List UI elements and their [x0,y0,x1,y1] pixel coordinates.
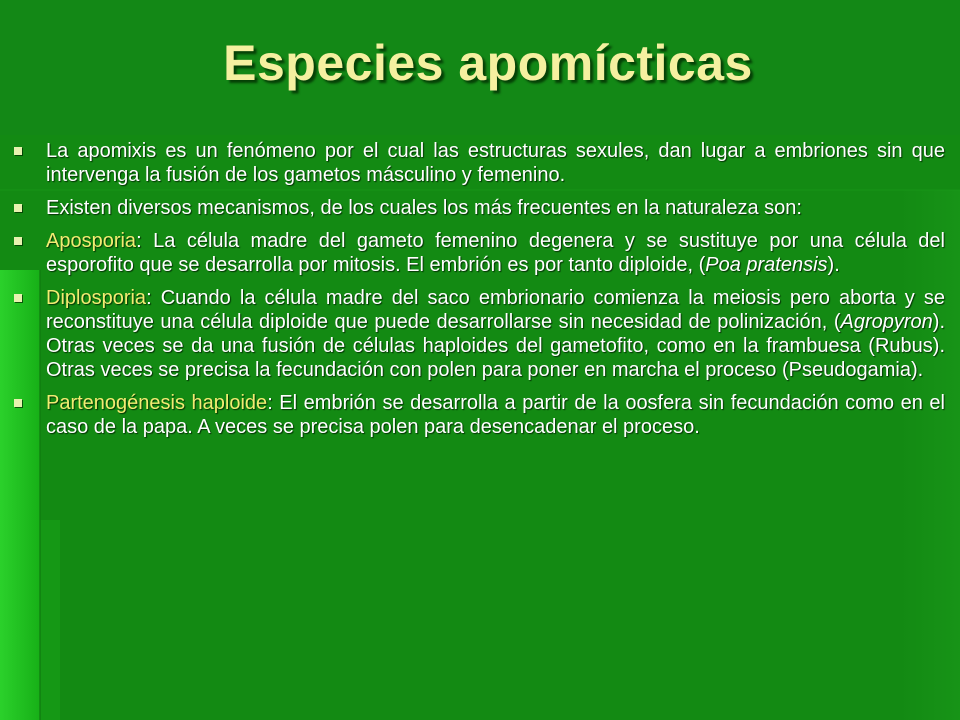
species-name: Agropyron [840,311,933,333]
term-aposporia: Aposporia [46,230,137,252]
bullet-text: La apomixis es un fenómeno por el cual las estructuras sexules, dan lugar a embriones sin que intervenga la fusión de los gametos másculino y femenino. [46,140,945,186]
bullet-aposporia [10,229,945,277]
bullet-text: : La célula madre del gameto femenino degenera y se sustituye por una célula del esporofito que se desarrolla por mitosis. El embrión es por tanto diploide, ( [46,230,945,276]
square-bullet-icon [14,294,22,302]
bullet-text: : El embrión se desarrolla a partir de la oosfera sin fecundación como en el caso de la papa. A veces se precisa polen para desencadenar el proceso. [46,392,945,438]
square-bullet-icon [14,237,22,245]
bullet-text: ). Otras veces se da una fusión de células haploides del gametofito, como en la frambuesa (Rubus). Otras veces se precisa la fecundación con polen para poner en marcha el proceso (Pseudogamia). [46,311,945,381]
square-bullet-icon [14,204,22,212]
term-partenogenesis-haploide: Partenogénesis haploide [46,392,268,414]
bullet-partenogenesis [10,391,945,439]
bullet-diplosporia [10,286,945,382]
term-diplosporia: Diplosporia [46,287,147,309]
square-bullet-icon [14,399,22,407]
bullet-apomixis-definition [10,139,945,187]
bullet-text: Existen diversos mecanismos, de los cuales los más frecuentes en la naturaleza son: [46,197,802,219]
bullet-list [10,139,945,448]
bullet-mechanisms [10,196,945,220]
square-bullet-icon [14,147,22,155]
species-name: Poa pratensis [705,254,828,276]
slide-title: Especies apomícticas [223,35,753,91]
bullet-text: ). [827,254,840,276]
bullet-text: : Cuando la célula madre del saco embrionario comienza la meiosis pero aborta y se reconstituye una célula diploide que puede desarrollarse sin necesidad de polinización, ( [46,287,945,333]
